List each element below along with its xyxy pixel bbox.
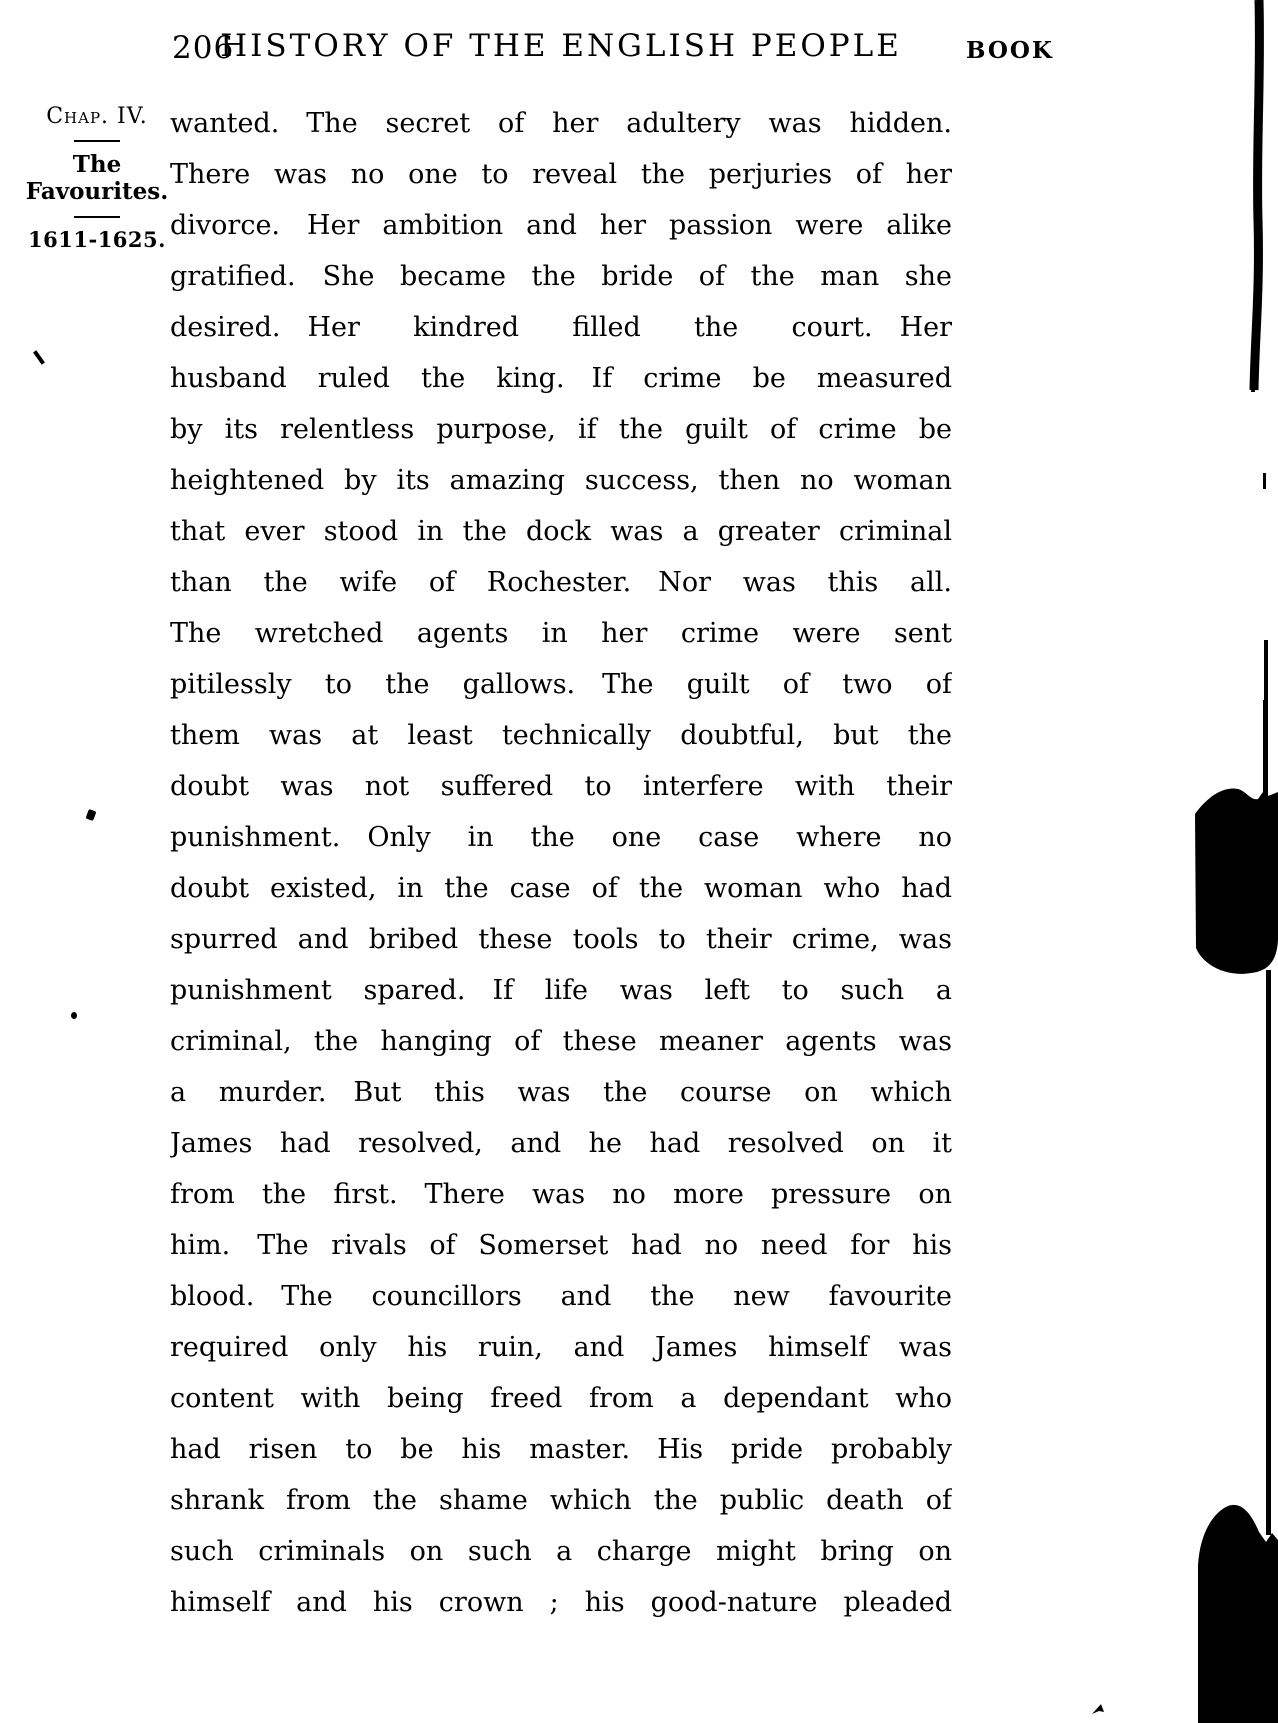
tick-artifact [1263, 473, 1266, 489]
text-line: punishment. Only in the one case where no [170, 822, 952, 853]
margin-dates: 1611-1625. [28, 227, 166, 252]
text-line: himself and his crown ; his good-nature pleaded [170, 1587, 952, 1618]
text-line: had risen to be his master. His pride probably [170, 1434, 952, 1465]
ink-speck-artifact [71, 1012, 77, 1019]
text-line: divorce. Her ambition and her passion were alike [170, 210, 952, 241]
ink-speck-artifact [86, 809, 97, 821]
text-line: content with being freed from a dependant who [170, 1383, 952, 1414]
ink-blob-artifact [1198, 1505, 1278, 1723]
text-line: required only his ruin, and James himself was [170, 1332, 952, 1363]
text-line: a murder. But this was the course on which [170, 1077, 952, 1108]
chapter-heading: Chap. IV. [46, 104, 148, 129]
margin-notes [22, 104, 172, 252]
ink-blob-artifact [1195, 700, 1278, 974]
text-line: by its relentless purpose, if the guilt of crime be [170, 414, 952, 445]
text-line: from the first. There was no more pressure on [170, 1179, 952, 1210]
text-line: husband ruled the king. If crime be measured [170, 363, 952, 394]
text-line: such criminals on such a charge might bring on [170, 1536, 952, 1567]
margin-rule [74, 140, 120, 142]
book-corner-label: BOOK [966, 37, 1054, 64]
text-line: blood. The councillors and the new favourite [170, 1281, 952, 1312]
text-line: pitilessly to the gallows. The guilt of two of [170, 669, 952, 700]
text-line: than the wife of Rochester. Nor was this all. [170, 567, 952, 598]
ink-speck-artifact [1092, 1704, 1104, 1714]
text-line: him. The rivals of Somerset had no need for his [170, 1230, 952, 1261]
margin-rule [74, 216, 120, 218]
text-line: spurred and bribed these tools to their crime, was [170, 924, 952, 955]
text-line: them was at least technically doubtful, but the [170, 720, 952, 751]
margin-subject-line2: Favourites. [25, 178, 169, 205]
text-line: wanted. The secret of her adultery was hidden. [170, 108, 952, 139]
text-line: shrank from the shame which the public death of [170, 1485, 952, 1516]
page-number: 206 [172, 30, 235, 66]
text-line: punishment spared. If life was left to such a [170, 975, 952, 1006]
text-line: There was no one to reveal the perjuries of her [170, 159, 952, 190]
text-line: doubt was not suffered to interfere with their [170, 771, 952, 802]
text-line: doubt existed, in the case of the woman who had [170, 873, 952, 904]
ink-speck-artifact [33, 350, 45, 365]
scan-edge-artifacts [1080, 0, 1278, 1723]
text-line: The wretched agents in her crime were sent [170, 618, 952, 649]
running-title: HISTORY OF THE ENGLISH PEOPLE [220, 28, 902, 64]
margin-subject-line1: The [72, 151, 122, 178]
text-line: desired. Her kindred filled the court. Her [170, 312, 952, 343]
text-line: heightened by its amazing success, then no woman [170, 465, 952, 496]
body-text [170, 98, 952, 1628]
text-line: criminal, the hanging of these meaner agents was [170, 1026, 952, 1057]
text-line: gratified. She became the bride of the man she [170, 261, 952, 292]
text-line: that ever stood in the dock was a greater criminal [170, 516, 952, 547]
text-line: James had resolved, and he had resolved on it [170, 1128, 952, 1159]
